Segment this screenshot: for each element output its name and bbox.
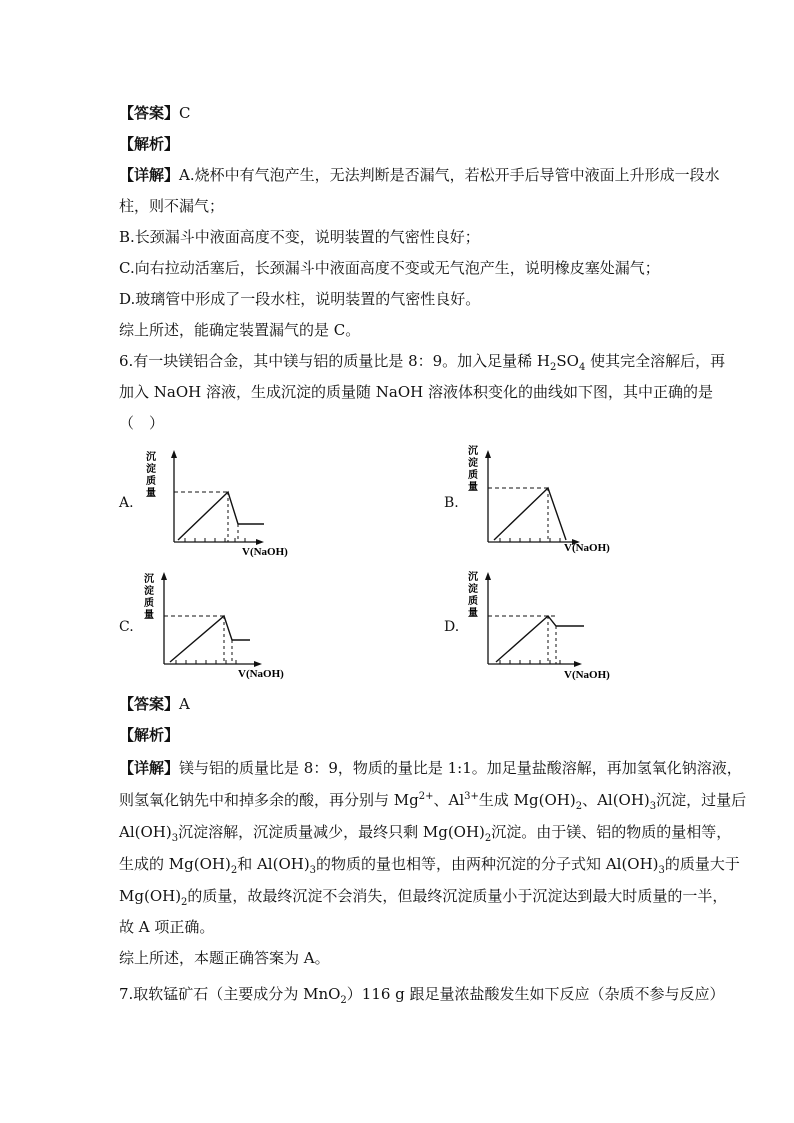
q7-stem-line bbox=[119, 984, 725, 1004]
answer-value: C bbox=[179, 104, 191, 122]
y-label-char: 量 bbox=[468, 608, 478, 619]
q6-summary: 综上所述，本题正确答案为 A。 bbox=[119, 949, 330, 967]
x-axis-label: V(NaOH) bbox=[242, 546, 288, 558]
q7-stem-text: 7.取软锰矿石（主要成分为 MnO bbox=[119, 985, 341, 1003]
q5-line-b: B.长颈漏斗中液面高度不变，说明装置的气密性良好； bbox=[119, 228, 480, 246]
option-d-label: D. bbox=[444, 619, 460, 635]
y-label-char: 淀 bbox=[146, 464, 156, 475]
option-c-label: C. bbox=[119, 619, 134, 635]
y-axis-arrow bbox=[171, 450, 177, 458]
q6-stem-text: 使其完全溶解后，再 bbox=[585, 352, 726, 370]
answer-tag: 【答案】 bbox=[119, 104, 180, 122]
subscript: 2 bbox=[340, 995, 347, 1006]
detail-text: Al(OH) bbox=[119, 823, 172, 841]
y-label-char: 沉 bbox=[468, 572, 478, 583]
option-c-graph bbox=[140, 570, 310, 689]
y-label-char: 量 bbox=[144, 610, 154, 621]
q7-stem-text: ）116 g 跟足量浓盐酸发生如下反应（杂质不参与反应） bbox=[346, 985, 725, 1003]
precipitate-curve bbox=[496, 616, 584, 662]
y-label-char: 质 bbox=[468, 596, 478, 607]
detail-tag: 【详解】 bbox=[119, 166, 180, 184]
q6-stem-text: 6.有一块镁铝合金，其中镁与铝的质量比是 8：9。加入足量稀 H bbox=[119, 352, 551, 370]
q6-detail-line2 bbox=[119, 790, 746, 810]
detail-text: A.烧杯中有气泡产生，无法判断是否漏气，若松开手后导管中液面上升形成一段水 bbox=[179, 166, 720, 184]
q5-answer-line bbox=[119, 103, 191, 123]
option-b-label: B. bbox=[444, 495, 459, 511]
detail-text: 的质量，故最终沉淀不会消失，但最终沉淀质量小于沉淀达到最大时质量的一半， bbox=[187, 887, 728, 905]
q6-detail-line5 bbox=[119, 886, 727, 906]
graph-b-svg bbox=[460, 448, 630, 563]
x-axis-arrow bbox=[256, 539, 264, 545]
option-d-graph bbox=[460, 570, 630, 689]
detail-text: 的质量大于 bbox=[664, 855, 740, 873]
y-axis-arrow bbox=[161, 572, 167, 580]
answer-tag: 【答案】 bbox=[119, 695, 180, 713]
detail-text: 沉淀，过量后 bbox=[656, 791, 747, 809]
graph-a-svg bbox=[140, 448, 310, 563]
q6-stem-line3: （ ） bbox=[119, 414, 165, 432]
detail-text: 和 Al(OH) bbox=[237, 855, 310, 873]
y-label-char: 淀 bbox=[468, 458, 478, 469]
x-axis-arrow bbox=[254, 661, 262, 667]
detail-text: 、Al(OH) bbox=[582, 791, 650, 809]
y-axis-arrow bbox=[485, 450, 491, 458]
precipitate-curve bbox=[178, 492, 264, 540]
q5-analysis-tag: 【解析】 bbox=[119, 135, 180, 153]
detail-text: 生成的 Mg(OH) bbox=[119, 855, 231, 873]
option-a-label: A. bbox=[119, 495, 134, 511]
y-label-char: 质 bbox=[468, 470, 478, 481]
x-axis-label: V(NaOH) bbox=[564, 542, 610, 554]
q6-answer-line bbox=[119, 694, 190, 714]
detail-text: 则氢氧化钠先中和掉多余的酸，再分别与 Mg bbox=[119, 791, 419, 809]
subscript: 2 bbox=[550, 362, 557, 373]
detail-text: 、Al bbox=[433, 791, 465, 809]
option-b-graph bbox=[460, 448, 630, 567]
detail-text: Mg(OH) bbox=[119, 887, 182, 905]
y-label-char: 沉 bbox=[144, 574, 154, 585]
detail-text: 生成 Mg(OH) bbox=[478, 791, 576, 809]
superscript: 2+ bbox=[418, 791, 434, 802]
y-label-char: 质 bbox=[144, 598, 154, 609]
q6-detail-line6: 故 A 项正确。 bbox=[119, 918, 215, 936]
q6-detail-line4 bbox=[119, 854, 740, 874]
q5-line-c: C.向右拉动活塞后，长颈漏斗中液面高度不变或无气泡产生，说明橡皮塞处漏气； bbox=[119, 259, 660, 277]
superscript: 3+ bbox=[464, 791, 479, 802]
y-axis-label bbox=[467, 570, 478, 619]
x-axis-label: V(NaOH) bbox=[564, 669, 610, 681]
x-axis-arrow bbox=[574, 661, 582, 667]
precipitate-curve bbox=[170, 616, 250, 662]
q6-stem-text: SO bbox=[556, 352, 579, 370]
detail-text: 镁与铝的质量比是 8：9，物质的量比是 1:1。加足量盐酸溶解，再加氢氧化钠溶液， bbox=[179, 759, 742, 777]
y-label-char: 质 bbox=[146, 476, 156, 487]
x-axis-label: V(NaOH) bbox=[238, 668, 284, 680]
q5-detail-line-a1 bbox=[119, 165, 720, 185]
subscript: 3 bbox=[309, 865, 317, 876]
q6-stem-line2: 加入 NaOH 溶液，生成沉淀的质量随 NaOH 溶液体积变化的曲线如下图，其中正确的是 bbox=[119, 383, 713, 401]
q6-analysis-tag: 【解析】 bbox=[119, 726, 180, 744]
detail-tag: 【详解】 bbox=[119, 759, 180, 777]
subscript: 3 bbox=[658, 865, 665, 876]
y-label-char: 淀 bbox=[468, 584, 478, 595]
y-axis-arrow bbox=[485, 572, 491, 580]
y-label-char: 量 bbox=[146, 488, 156, 499]
q6-detail-line3 bbox=[119, 822, 731, 842]
detail-text: 沉淀。由于镁、铝的物质的量相等， bbox=[491, 823, 732, 841]
subscript: 2 bbox=[181, 897, 188, 908]
detail-text: 沉淀溶解，沉淀质量减少，最终只剩 Mg(OH) bbox=[178, 823, 485, 841]
y-axis-label bbox=[467, 444, 478, 493]
precipitate-curve bbox=[494, 488, 566, 540]
subscript: 4 bbox=[578, 362, 586, 373]
q5-line-d: D.玻璃管中形成了一段水柱，说明装置的气密性良好。 bbox=[119, 290, 481, 308]
y-label-char: 量 bbox=[468, 482, 478, 493]
answer-value: A bbox=[179, 695, 190, 713]
q5-summary: 综上所述，能确定装置漏气的是 C。 bbox=[119, 321, 361, 339]
subscript: 2 bbox=[230, 865, 238, 876]
y-label-char: 沉 bbox=[468, 446, 478, 457]
y-label-char: 沉 bbox=[146, 452, 156, 463]
y-axis-label bbox=[145, 450, 156, 499]
subscript: 3 bbox=[171, 833, 179, 844]
subscript: 2 bbox=[575, 801, 583, 812]
q5-line-a2: 柱，则不漏气； bbox=[119, 197, 225, 215]
detail-text: 的物质的量也相等，由两种沉淀的分子式知 Al(OH) bbox=[316, 855, 659, 873]
graph-c-svg bbox=[140, 570, 310, 685]
y-label-char: 淀 bbox=[144, 586, 154, 597]
option-a-graph bbox=[140, 448, 310, 567]
subscript: 3 bbox=[649, 801, 657, 812]
q6-stem-line1 bbox=[119, 351, 725, 371]
y-axis-label bbox=[143, 572, 154, 621]
graph-d-svg bbox=[460, 570, 630, 685]
q6-detail-line1 bbox=[119, 758, 742, 778]
subscript: 2 bbox=[484, 833, 492, 844]
